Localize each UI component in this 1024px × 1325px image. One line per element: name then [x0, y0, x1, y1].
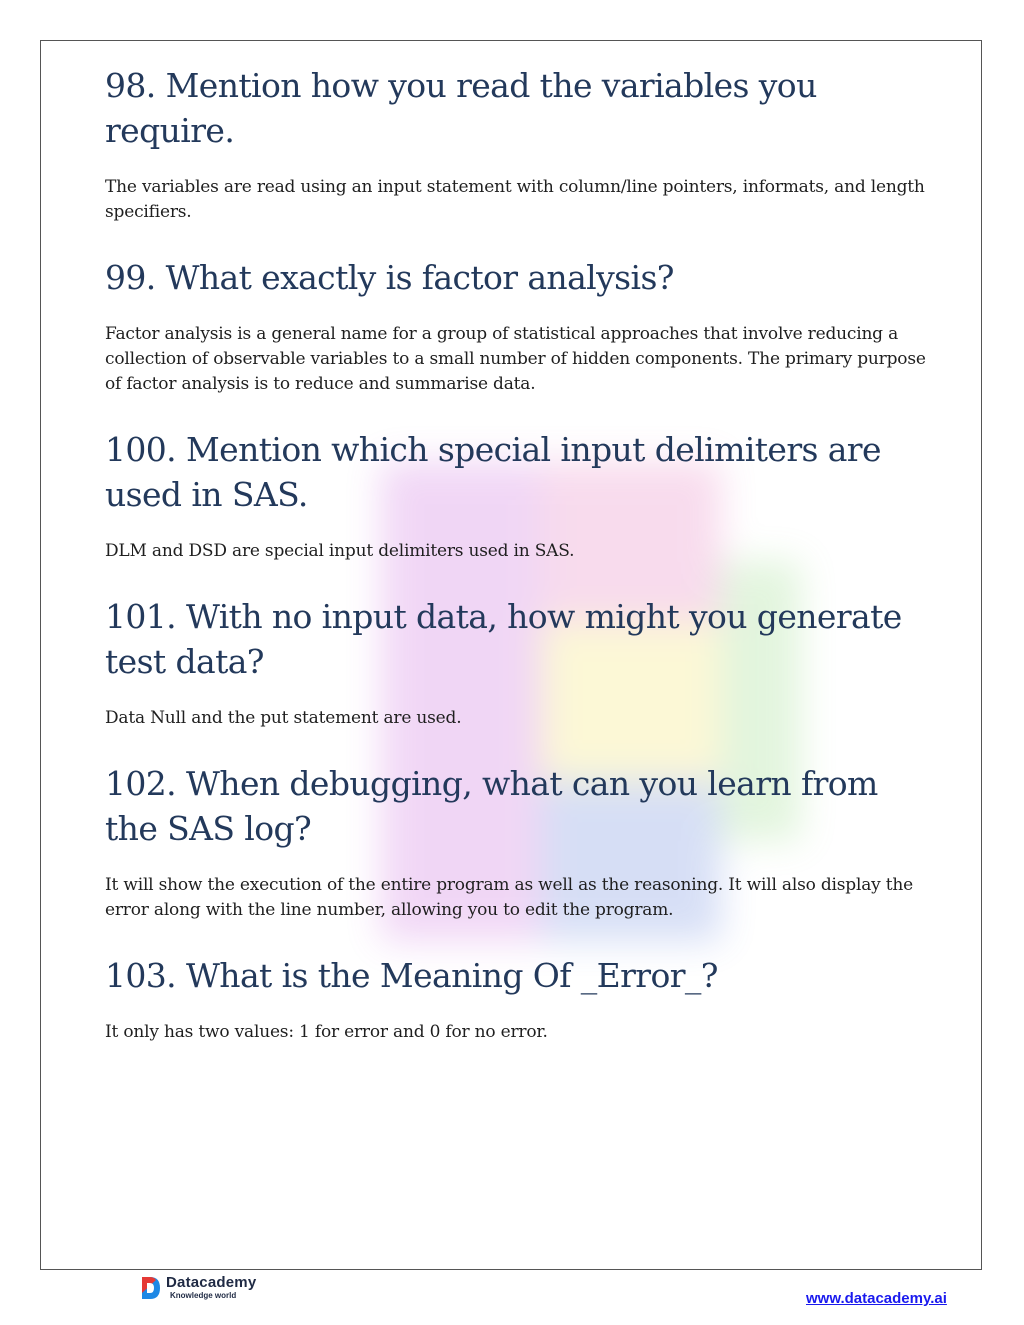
qa-list: [105, 63, 935, 1075]
brand-name: Datacademy: [166, 1274, 257, 1291]
question-99: 99. What exactly is factor analysis?: [105, 258, 674, 297]
footer-logo: [140, 1274, 256, 1301]
question-98: 98. Mention how you read the variables you require.: [105, 66, 817, 150]
answer-99: Factor analysis is a general name for a group of statistical approaches that involve reducing a collection of observable variables to a small number of hidden components. The primary purpose of factor analysis is to reduce and summarise data.: [105, 324, 926, 394]
answer-101: Data Null and the put statement are used.: [105, 708, 462, 728]
brand-tagline: Knowledge world: [170, 1291, 237, 1300]
website-link[interactable]: www.datacademy.ai: [806, 1290, 947, 1307]
question-103: 103. What is the Meaning Of _Error_?: [105, 956, 718, 995]
answer-102: It will show the execution of the entire program as well as the reasoning. It will also display the error along with the line number, allowing you to edit the program.: [105, 875, 913, 920]
question-100: 100. Mention which special input delimiters are used in SAS.: [105, 430, 881, 514]
page-frame: [40, 40, 982, 1270]
datacademy-logo-icon: [140, 1275, 162, 1301]
question-102: 102. When debugging, what can you learn from the SAS log?: [105, 764, 878, 848]
answer-103: It only has two values: 1 for error and 0 for no error.: [105, 1022, 548, 1042]
answer-98: The variables are read using an input statement with column/line pointers, informats, and length specifiers.: [105, 177, 925, 222]
question-101: 101. With no input data, how might you generate test data?: [105, 597, 902, 681]
answer-100: DLM and DSD are special input delimiters used in SAS.: [105, 541, 575, 561]
